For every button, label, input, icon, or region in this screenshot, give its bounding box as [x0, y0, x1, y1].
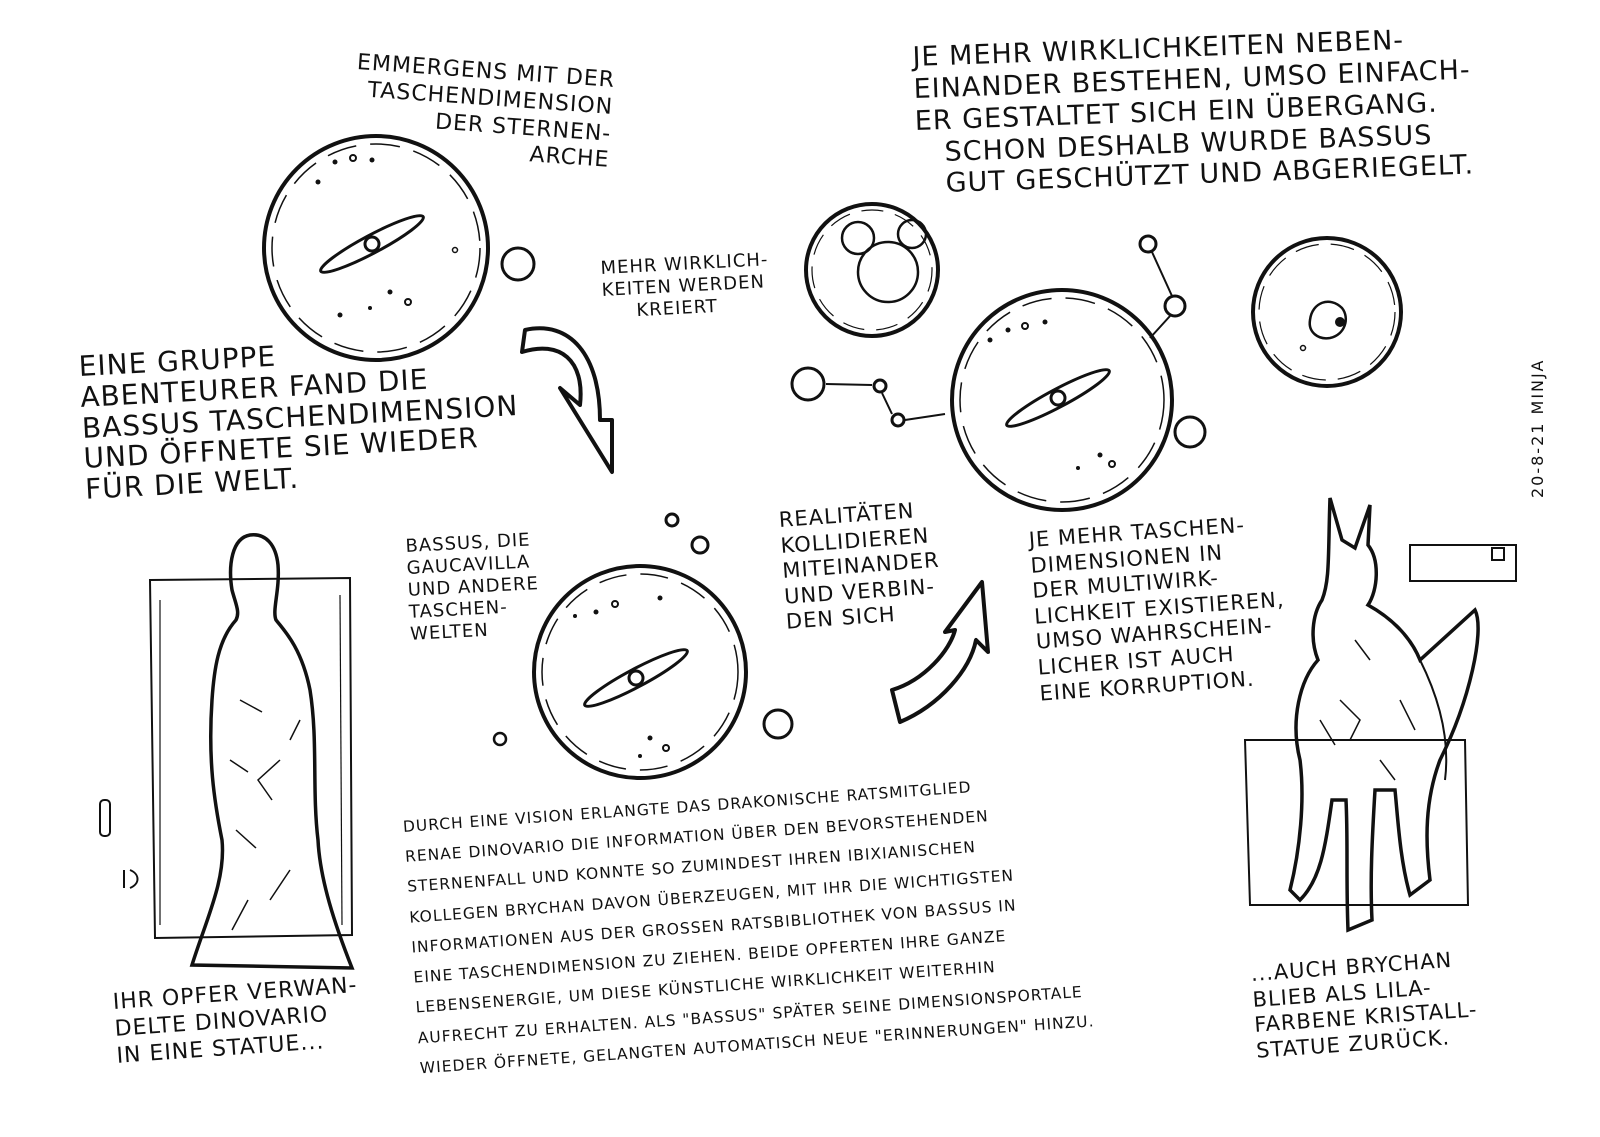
artist-signature: 20-8-21 MINJA — [1528, 358, 1547, 498]
small-bubble-icon — [666, 514, 678, 526]
multiverse-caption: JE MEHR WIRKLICHKEITEN NEBEN- EINANDER BESTEHEN, UMSO EINFACH- ER GESTALTET SICH EIN ÜBERGANG. SCHON DESHALB WURDE BASSUS GUT GESCHÜTZT UND ABGERIEGELT. — [912, 24, 1475, 201]
multiverse-network-icon — [792, 236, 1205, 447]
small-bubble-icon — [692, 537, 708, 553]
corruption-caption: JE MEHR TASCHEN- DIMENSIONEN IN DER MULTIWIRK- LICHKEIT EXISTIEREN, UMSO WAHRSCHEIN- LICHER IST AUCH EINE KORRUPTION. — [1028, 512, 1286, 706]
small-bubble-icon — [494, 733, 506, 745]
creature-sphere-icon — [1253, 238, 1401, 386]
dinovario-caption: IHR OPFER VERWAN- DELTE DINOVARIO IN EINE STATUE... — [112, 972, 359, 1069]
realm-sphere-icon — [952, 290, 1172, 510]
brychan-caption: ...AUCH BRYCHAN BLIEB ALS LILA- FARBENE KRISTALL- STATUE ZURÜCK. — [1250, 947, 1479, 1063]
small-bubble-icon — [502, 248, 534, 280]
brychan-statue-icon — [1245, 498, 1516, 930]
adventurer-group-caption: EINE GRUPPE ABENTEURER FAND DIE BASSUS TASCHENDIMENSION UND ÖFFNETE SIE WIEDER FÜR DIE WELT. — [77, 339, 520, 506]
dinovario-statue-icon — [100, 535, 352, 968]
more-realities-caption: MEHR WIRKLICH- KEITEN WERDEN KREIERT — [600, 249, 769, 323]
realities-collide-caption: REALITÄTEN KOLLIDIEREN MITEINANDER UND VERBIN- DEN SICH — [778, 498, 941, 635]
small-bubble-icon — [764, 710, 792, 738]
pocket-worlds-sphere-icon — [534, 566, 746, 778]
pocket-worlds-caption: BASSUS, DIE GAUCAVILLA UND ANDERE TASCHEN- WELTEN — [405, 529, 540, 645]
curved-arrow-down-icon — [522, 328, 612, 472]
sternen-arche-sphere-icon — [264, 136, 488, 360]
main-story-text: DURCH EINE VISION ERLANGTE DAS DRAKONISCHE RATSMITGLIED RENAE DINOVARIO DIE INFORMATION ÜBER DEN BEVORSTEHENDEN STERNENFALL UND KONNTE SO ZUMINDEST IHREN IBIXIANISCHEN KOLLEGEN BRYCHAN DAVON ÜBERZEUGEN, MIT IHR DIE WICHTIGSTEN INFORMATIONEN AUS DER GROSSEN RATSBIBLIOTHEK VON BASSUS IN EINE TASCHENDIMENSION ZU ZIEHEN. BEIDE OPFERTEN IHRE GANZE LEBENSENERGIE, UM DIESE KÜNSTLICHE WIRKLICHKEIT WEITERHIN AUFRECHT ZU ERHALTEN. ALS "BASSUS" SPÄTER SEINE DIMENSIONSPORTALE WIEDER ÖFFNETE, GELANGTEN AUTOMATISCH NEUE "ERINNERUNGEN" HINZU. — [402, 778, 1096, 1078]
overlapping-bubble-icon — [806, 204, 938, 336]
emmergens-caption: EMMERGENS MIT DER TASCHENDIMENSION DER STERNEN- ARCHE — [356, 50, 616, 174]
